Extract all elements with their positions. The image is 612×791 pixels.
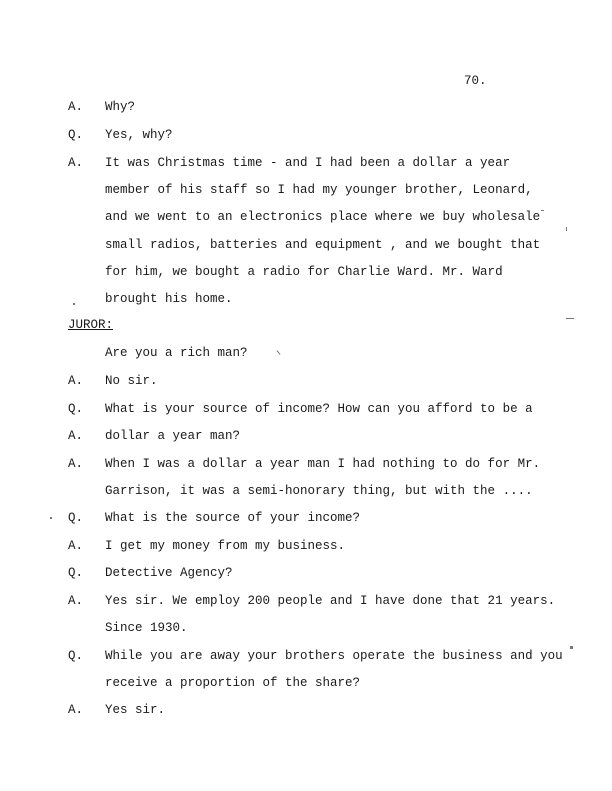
testimony-line: When I was a dollar a year man I had nothing to do for Mr. [105,457,541,471]
testimony-line: Garrison, it was a semi-honorary thing, but with the .... [105,484,533,498]
speaker-label: A. [68,457,84,471]
testimony-line: dollar a year man? [105,429,241,443]
testimony-line: receive a proportion of the share? [105,676,361,690]
testimony-line: What is the source of your income? [105,511,361,525]
scan-speck [570,646,573,649]
scan-speck [277,350,281,354]
speaker-label: A. [68,100,84,114]
speaker-label: A. [68,156,84,170]
scan-speck [50,517,52,519]
speaker-label: Q. [68,511,84,525]
scan-speck [73,303,75,305]
testimony-line: It was Christmas time - and I had been a dollar a year [105,156,511,170]
page-number: 70. [464,74,487,88]
testimony-line: I get my money from my business. [105,539,346,553]
speaker-label: Q. [68,402,84,416]
testimony-line: Yes sir. [105,703,166,717]
testimony-line: brought his home. [105,292,233,306]
speaker-label: A. [68,703,84,717]
testimony-line: member of his staff so I had my younger brother, Leonard, [105,183,533,197]
testimony-line: Why? [105,100,136,114]
speaker-label: Q. [68,566,84,580]
testimony-line: and we went to an electronics place where we buy wholesale [105,210,541,224]
speaker-label: A. [68,594,84,608]
testimony-line: Yes sir. We employ 200 people and I have done that 21 years. [105,594,556,608]
testimony-line: small radios, batteries and equipment , and we bought that [105,238,541,252]
testimony-line: Are you a rich man? [105,346,248,360]
scan-speck [566,227,567,231]
testimony-line: Yes, why? [105,128,173,142]
testimony-line: What is your source of income? How can you afford to be a [105,402,533,416]
testimony-line: Detective Agency? [105,566,233,580]
testimony-line: Since 1930. [105,621,188,635]
testimony-line: While you are away your brothers operate the business and you [105,649,563,663]
speaker-label: A. [68,429,84,443]
speaker-label: Q. [68,128,84,142]
testimony-line: for him, we bought a radio for Charlie Ward. Mr. Ward [105,265,503,279]
scan-speck [541,210,544,211]
speaker-label: Q. [68,649,84,663]
speaker-label: A. [68,374,84,388]
scan-speck [566,318,574,319]
juror-heading: JUROR: [68,318,114,332]
speaker-label: A. [68,539,84,553]
testimony-line: No sir. [105,374,158,388]
